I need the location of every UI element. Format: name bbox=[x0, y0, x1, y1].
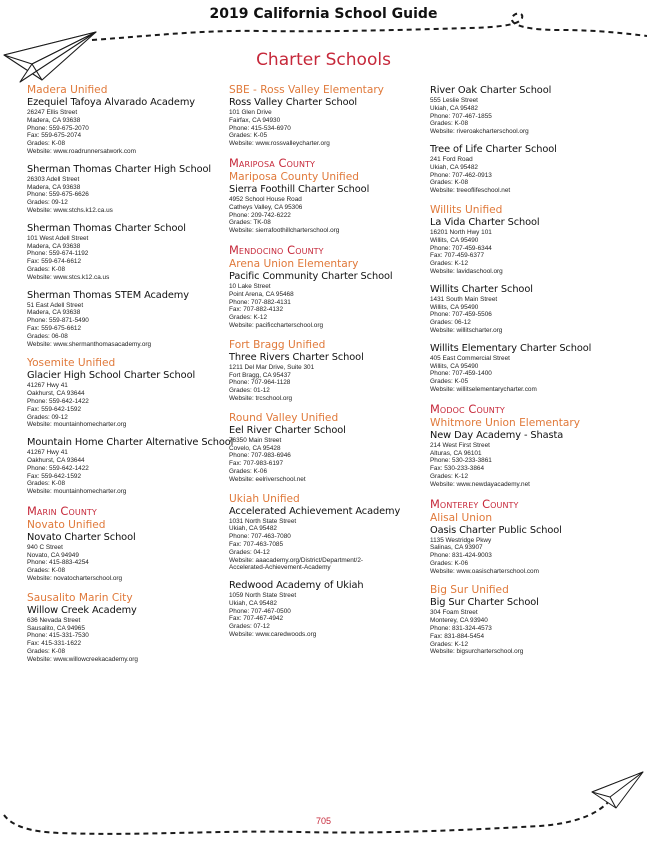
district-block bbox=[229, 243, 429, 330]
school-detail-line: Phone: 559-642-1422 bbox=[27, 464, 89, 472]
school-website-link[interactable]: Website: pacificcharterschool.org bbox=[229, 321, 324, 329]
district-heading: Willits Unified bbox=[430, 203, 503, 216]
school-detail-line: 1211 Del Mar Drive, Suite 301 bbox=[229, 363, 315, 371]
school-detail-line: Phone: 707-462-0913 bbox=[430, 171, 492, 179]
school-detail-line: Phone: 707-467-0500 bbox=[229, 607, 291, 615]
school-detail-line: Point Arena, CA 95468 bbox=[229, 290, 294, 298]
school-detail-line: Oakhurst, CA 93644 bbox=[27, 390, 85, 398]
school-name: Three Rivers Charter School bbox=[229, 351, 364, 363]
school-detail-line: Grades: K-05 bbox=[229, 132, 268, 140]
district-block bbox=[27, 504, 227, 583]
school-detail-line: Phone: 707-459-1400 bbox=[430, 370, 492, 378]
school-website-link[interactable]: Website: trcschool.org bbox=[229, 394, 293, 402]
district-block bbox=[229, 492, 429, 639]
school-detail-line: 555 Leslie Street bbox=[430, 97, 478, 104]
school-entry bbox=[27, 437, 234, 496]
school-entry bbox=[27, 97, 227, 156]
school-detail-line: Grades: 07-12 bbox=[229, 623, 270, 631]
school-name: Oasis Charter Public School bbox=[430, 524, 562, 536]
school-detail-line: Grades: K-08 bbox=[27, 648, 66, 656]
school-name: Accelerated Achievement Academy bbox=[229, 505, 401, 517]
school-detail-line: Salinas, CA 93907 bbox=[430, 544, 483, 552]
school-detail-line: Phone: 707-882-4131 bbox=[229, 298, 291, 306]
district-block bbox=[430, 583, 630, 656]
school-detail-line: Willits, CA 95490 bbox=[430, 236, 479, 244]
school-detail-line: Ukiah, CA 95482 bbox=[430, 163, 478, 171]
school-detail-line: 1059 North State Street bbox=[229, 592, 297, 600]
school-entry bbox=[430, 144, 630, 195]
school-detail-line: 1135 Westridge Pkwy bbox=[430, 536, 492, 544]
school-entry bbox=[27, 605, 227, 664]
school-website-link[interactable]: Website: www.stchs.k12.ca.us bbox=[27, 206, 113, 214]
school-website-link[interactable]: Website: sierrafoothillcharterschool.org bbox=[229, 227, 340, 235]
school-detail-line: Phone: 209-742-6222 bbox=[229, 211, 291, 219]
district-heading: Fort Bragg Unified bbox=[229, 338, 326, 351]
school-detail-line: Covelo, CA 95428 bbox=[229, 444, 281, 452]
school-detail-line: Catheys Valley, CA 95306 bbox=[229, 203, 303, 211]
district-heading: Mariposa County Unified bbox=[229, 170, 359, 183]
school-detail-line: Phone: 707-964-1128 bbox=[229, 379, 291, 387]
school-detail-line: Grades: K-05 bbox=[430, 378, 469, 386]
school-detail-line: 41267 Hwy 41 bbox=[27, 382, 68, 390]
school-website-link[interactable]: Website: eelriverschool.net bbox=[229, 475, 306, 483]
school-detail-line: Grades: K-08 bbox=[27, 480, 66, 488]
district-block bbox=[430, 497, 630, 576]
page-number: 705 bbox=[315, 816, 332, 826]
school-detail-line: Madera, CA 93638 bbox=[27, 116, 81, 124]
school-entry bbox=[27, 370, 227, 429]
district-block bbox=[27, 83, 227, 348]
school-website-link[interactable]: Website: novatocharterschool.org bbox=[27, 575, 123, 583]
school-detail-line: Grades: K-08 bbox=[27, 265, 66, 273]
school-entry bbox=[430, 284, 630, 335]
school-detail-line: Grades: K-08 bbox=[27, 567, 66, 575]
school-name: Pacific Community Charter School bbox=[229, 270, 393, 282]
school-entry bbox=[229, 352, 429, 403]
school-detail-line: Oakhurst, CA 93644 bbox=[27, 456, 85, 464]
school-detail-line: Grades: K-08 bbox=[430, 179, 469, 187]
district-heading: SBE - Ross Valley Elementary bbox=[229, 84, 384, 96]
school-entry bbox=[430, 85, 630, 136]
school-detail-line: Grades: 04-12 bbox=[229, 548, 270, 556]
school-detail-line: Fax: 559-675-6612 bbox=[27, 324, 82, 332]
school-website-link[interactable]: Website: www.stcs.k12.ca.us bbox=[27, 273, 110, 281]
school-detail-line: Phone: 530-233-3861 bbox=[430, 457, 492, 465]
school-name: Novato Charter School bbox=[27, 531, 136, 543]
school-detail-line: Madera, CA 93638 bbox=[27, 183, 81, 191]
school-detail-line: 16201 North Hwy 101 bbox=[430, 228, 492, 236]
school-detail-line: Fax: 831-884-5454 bbox=[430, 632, 485, 640]
school-entry bbox=[430, 525, 630, 576]
district-block bbox=[229, 83, 429, 148]
school-detail-line: 241 Ford Road bbox=[430, 155, 473, 163]
county-heading: Mendocino County bbox=[229, 242, 324, 257]
school-website-link[interactable]: Website: willitselementarycharter.com bbox=[430, 385, 537, 393]
school-detail-line: Fax: 530-233-3864 bbox=[430, 465, 485, 473]
school-detail-line: Fax: 415-331-1622 bbox=[27, 640, 82, 648]
column-3 bbox=[430, 83, 630, 664]
school-detail-line: Ukiah, CA 95482 bbox=[229, 599, 277, 607]
school-detail-line: Phone: 707-463-7080 bbox=[229, 533, 291, 541]
school-detail-line: Grades: K-08 bbox=[430, 120, 469, 128]
school-website-link[interactable]: Website: mountainhomecharter.org bbox=[27, 488, 127, 496]
school-detail-line: 101 West Adell Street bbox=[27, 234, 89, 242]
school-detail-line: Phone: 415-331-7530 bbox=[27, 632, 89, 640]
school-entry bbox=[27, 223, 227, 282]
school-detail-line: Fax: 559-642-1592 bbox=[27, 472, 82, 480]
school-detail-line: Fax: 707-467-4942 bbox=[229, 615, 284, 623]
district-heading: Ukiah Unified bbox=[229, 492, 300, 505]
school-name: Tree of Life Charter School bbox=[430, 143, 557, 155]
school-name: Mountain Home Charter Alternative School bbox=[27, 437, 234, 449]
school-website-link[interactable]: Website: bigsurcharterschool.org bbox=[430, 648, 524, 656]
school-entry bbox=[27, 164, 227, 215]
district-heading: Arena Union Elementary bbox=[229, 257, 359, 270]
school-detail-line: 636 Nevada Street bbox=[27, 616, 81, 624]
school-name: Sherman Thomas Charter High School bbox=[27, 163, 211, 175]
district-heading: Alisal Union bbox=[430, 511, 493, 524]
school-detail-line: Fairfax, CA 94930 bbox=[229, 116, 281, 124]
school-detail-line: Grades: K-12 bbox=[430, 472, 469, 480]
school-website-link[interactable]: Website: www.rossvalleycharter.org bbox=[229, 140, 330, 148]
district-block bbox=[229, 411, 429, 484]
school-detail-line: Willits, CA 95490 bbox=[430, 303, 479, 311]
school-detail-line: 76350 Main Street bbox=[229, 436, 282, 444]
school-website-link[interactable]: Website: www.oasischarterschool.com bbox=[430, 567, 539, 575]
school-name: Sierra Foothill Charter School bbox=[229, 183, 370, 195]
district-heading: Madera Unified bbox=[27, 84, 108, 96]
school-detail-line: Fort Bragg, CA 95437 bbox=[229, 371, 291, 379]
school-detail-line: 405 East Commercial Street bbox=[430, 354, 510, 362]
county-heading: Monterey County bbox=[430, 496, 519, 511]
school-website-link[interactable]: Website: mountainhomecharter.org bbox=[27, 421, 127, 429]
column-2 bbox=[229, 83, 429, 647]
school-detail-line: 26247 Ellis Street bbox=[27, 109, 78, 116]
school-detail-line: Grades: K-12 bbox=[229, 314, 268, 322]
school-entry bbox=[229, 97, 429, 148]
school-detail-line: 26303 Adell Street bbox=[27, 175, 80, 183]
school-detail-line: 214 West First Street bbox=[430, 441, 490, 449]
school-detail-line: Grades: 09-12 bbox=[27, 413, 68, 421]
school-name: Ross Valley Charter School bbox=[229, 97, 358, 108]
school-detail-line: Fax: 559-675-2074 bbox=[27, 132, 82, 140]
school-detail-line: 41267 Hwy 41 bbox=[27, 449, 68, 457]
school-detail-line: Phone: 415-534-6970 bbox=[229, 124, 291, 132]
district-heading: Whitmore Union Elementary bbox=[430, 416, 581, 429]
school-detail-line: Grades: K-08 bbox=[27, 140, 66, 148]
paper-airplane-icon bbox=[592, 772, 643, 808]
school-entry bbox=[27, 290, 227, 349]
school-detail-line: Fax: 707-459-6377 bbox=[430, 252, 485, 260]
school-detail-line: Novato, CA 94949 bbox=[27, 551, 79, 559]
county-heading: Mariposa County bbox=[229, 155, 316, 170]
school-detail-line: Grades: 01-12 bbox=[229, 387, 270, 395]
school-detail-line: Monterey, CA 93940 bbox=[430, 617, 488, 625]
school-name: Sherman Thomas Charter School bbox=[27, 222, 186, 234]
school-detail-line: Fax: 707-463-7085 bbox=[229, 540, 284, 548]
county-heading: Modoc County bbox=[430, 401, 505, 416]
school-detail-line: Grades: 06-08 bbox=[27, 332, 68, 340]
school-detail-line: 101 Glen Drive bbox=[229, 109, 272, 116]
school-detail-line: Grades: K-06 bbox=[229, 467, 268, 475]
school-name: Big Sur Charter School bbox=[430, 597, 539, 609]
school-detail-line: Grades: K-06 bbox=[430, 559, 469, 567]
school-entry bbox=[430, 597, 630, 656]
school-detail-line: Accelerated-Achievement-Academy bbox=[229, 564, 331, 572]
school-detail-line: Phone: 559-675-2070 bbox=[27, 124, 89, 132]
district-block bbox=[229, 156, 429, 235]
school-website-link[interactable]: Website: www.caredwoods.org bbox=[229, 631, 317, 639]
school-entry bbox=[430, 343, 630, 394]
school-name: Willow Creek Academy bbox=[27, 604, 137, 616]
school-name: River Oak Charter School bbox=[430, 85, 552, 96]
school-name: Willits Elementary Charter School bbox=[430, 342, 592, 354]
school-detail-line: Phone: 559-674-1192 bbox=[27, 250, 89, 258]
school-detail-line: Madera, CA 93638 bbox=[27, 242, 81, 250]
school-website-link[interactable]: Website: www.shermanthomasacademy.org bbox=[27, 340, 152, 348]
school-detail-line: Phone: 707-459-6344 bbox=[430, 244, 492, 252]
district-block bbox=[430, 85, 630, 195]
school-name: La Vida Charter School bbox=[430, 216, 540, 228]
school-detail-line: Willits, CA 95490 bbox=[430, 362, 479, 370]
school-detail-line: Grades: TK-08 bbox=[229, 219, 271, 227]
district-heading: Novato Unified bbox=[27, 518, 106, 531]
district-block bbox=[430, 402, 630, 489]
district-block bbox=[27, 356, 234, 496]
column-1 bbox=[27, 83, 234, 672]
school-entry bbox=[229, 271, 429, 330]
school-detail-line: Phone: 707-983-6946 bbox=[229, 452, 291, 460]
school-entry bbox=[229, 425, 429, 484]
school-entry bbox=[229, 184, 429, 235]
district-heading: Round Valley Unified bbox=[229, 411, 339, 424]
school-website-link[interactable]: Website: riveroakcharterschool.org bbox=[430, 128, 529, 136]
school-entry bbox=[229, 580, 429, 639]
school-detail-line: 304 Foam Street bbox=[430, 609, 478, 617]
school-detail-line: Phone: 559-675-6626 bbox=[27, 191, 89, 199]
school-website-link[interactable]: Website: lavidaschool.org bbox=[430, 267, 503, 275]
school-detail-line: Phone: 559-871-5490 bbox=[27, 317, 89, 325]
school-name: New Day Academy - Shasta bbox=[430, 429, 564, 441]
school-name: Eel River Charter School bbox=[229, 424, 346, 436]
school-detail-line: Grades: K-12 bbox=[430, 640, 469, 648]
district-block bbox=[430, 203, 630, 394]
school-detail-line: Fax: 559-642-1592 bbox=[27, 405, 82, 413]
school-entry bbox=[229, 506, 429, 573]
school-detail-line: Ukiah, CA 95482 bbox=[430, 104, 478, 112]
school-detail-line: Grades: K-12 bbox=[430, 260, 469, 268]
page-title: Charter Schools bbox=[256, 50, 391, 70]
district-block bbox=[27, 591, 227, 664]
school-website-link[interactable]: Website: www.willowcreekacademy.org bbox=[27, 655, 138, 663]
school-detail-line: Sausalito, CA 94965 bbox=[27, 624, 85, 632]
school-name: Glacier High School Charter School bbox=[27, 370, 196, 382]
school-website-link[interactable]: Website: willitscharter.org bbox=[430, 326, 503, 334]
school-detail-line: 4952 School House Road bbox=[229, 195, 302, 203]
school-website-link[interactable]: Website: www.newdayacademy.net bbox=[430, 480, 530, 488]
school-detail-line: Grades: 09-12 bbox=[27, 199, 68, 207]
school-detail-line: 1431 South Main Street bbox=[430, 295, 498, 303]
school-detail-line: Phone: 707-459-5506 bbox=[430, 311, 492, 319]
school-name: Ezequiel Tafoya Alvarado Academy bbox=[27, 97, 195, 108]
school-detail-line: Phone: 831-424-9003 bbox=[430, 552, 492, 560]
school-detail-line: Phone: 559-642-1422 bbox=[27, 397, 89, 405]
school-detail-line: Madera, CA 93638 bbox=[27, 309, 81, 317]
school-detail-line: 940 C Street bbox=[27, 543, 63, 551]
school-detail-line: 51 East Adell Street bbox=[27, 301, 84, 309]
county-heading: Marin County bbox=[27, 503, 97, 518]
school-name: Willits Charter School bbox=[430, 283, 533, 295]
guide-title: 2019 California School Guide bbox=[209, 6, 438, 22]
school-website-link[interactable]: Website: treeoflifeschool.net bbox=[430, 187, 511, 195]
district-heading: Big Sur Unified bbox=[430, 584, 509, 597]
school-detail-line: Fax: 559-674-6612 bbox=[27, 258, 82, 266]
school-entry bbox=[27, 532, 227, 583]
school-detail-line: Ukiah, CA 95482 bbox=[229, 525, 277, 533]
school-detail-line: Phone: 707-467-1855 bbox=[430, 112, 492, 120]
district-block bbox=[229, 338, 429, 403]
school-detail-line: Grades: 06-12 bbox=[430, 319, 471, 327]
school-name: Sherman Thomas STEM Academy bbox=[27, 289, 189, 301]
district-heading: Sausalito Marin City bbox=[27, 591, 133, 604]
school-detail-line: 10 Lake Street bbox=[229, 282, 271, 290]
school-entry bbox=[430, 217, 630, 276]
school-detail-line: 1031 North State Street bbox=[229, 517, 297, 525]
school-name: Redwood Academy of Ukiah bbox=[229, 580, 364, 592]
school-detail-line: Fax: 707-882-4132 bbox=[229, 306, 284, 314]
district-heading: Yosemite Unified bbox=[27, 357, 116, 370]
school-detail-line: Alturas, CA 96101 bbox=[430, 449, 482, 457]
school-detail-line: Phone: 831-324-4573 bbox=[430, 625, 492, 633]
school-website-link[interactable]: Website: www.roadrunnersatwork.com bbox=[27, 147, 136, 155]
school-detail-line: Phone: 415-883-4254 bbox=[27, 559, 89, 567]
school-entry bbox=[430, 430, 630, 489]
school-website-link[interactable]: Website: aaacademy.org/District/Department/2- bbox=[229, 556, 364, 564]
school-detail-line: Fax: 707-983-6197 bbox=[229, 460, 284, 468]
